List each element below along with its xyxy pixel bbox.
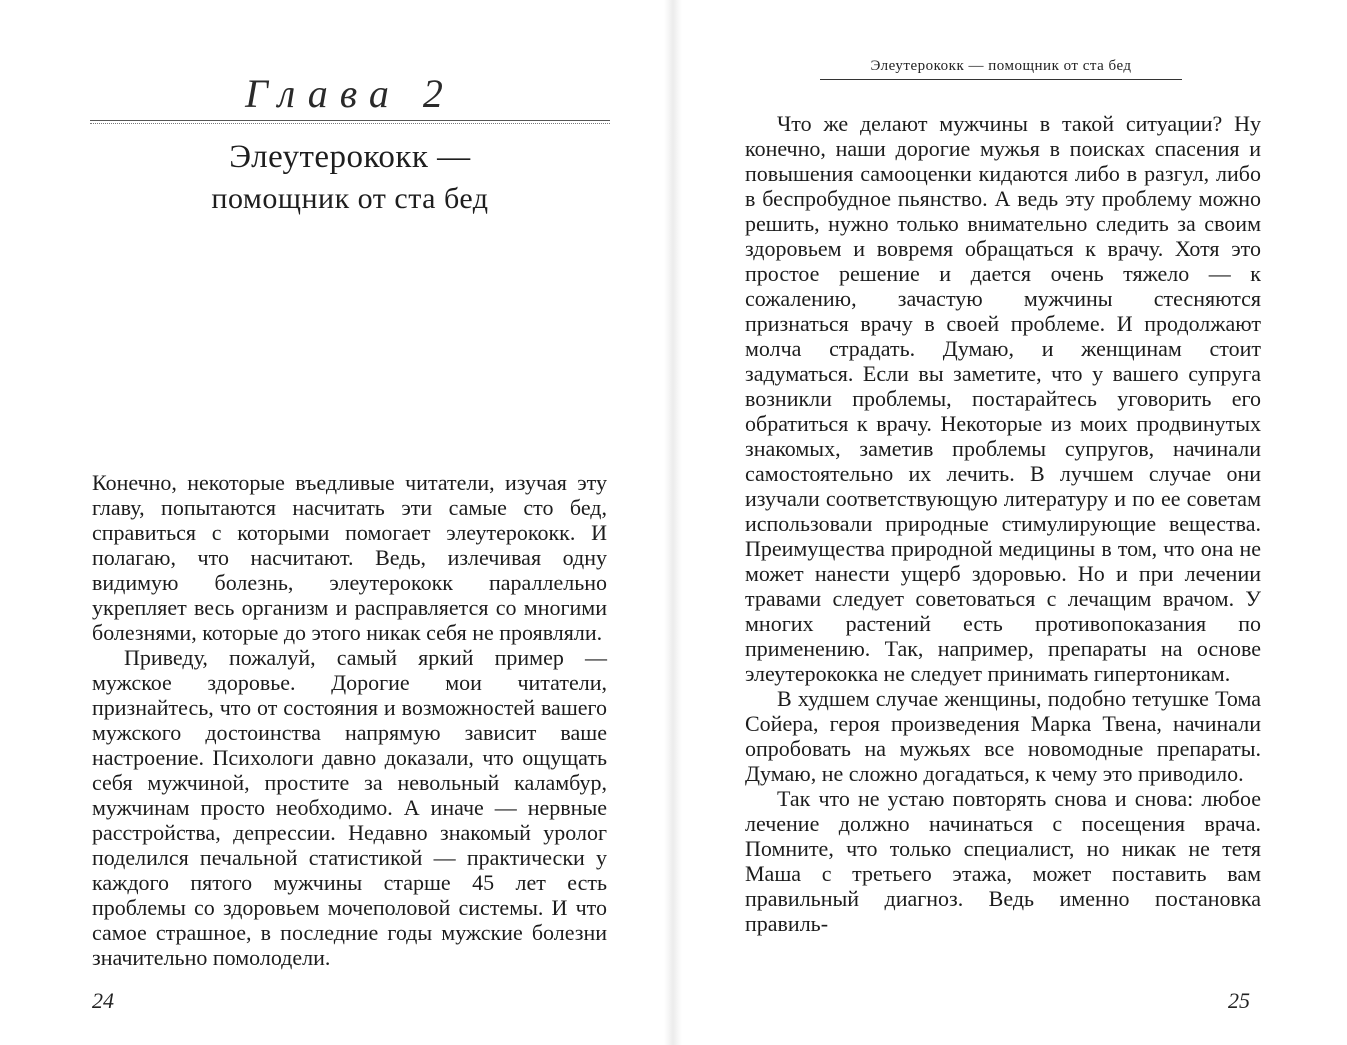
left-page xyxy=(0,0,664,1045)
right-body-text xyxy=(745,111,1261,936)
paragraph: Так что не устаю повторять снова и снова: любое лечение должно начинаться с посещения врача. Помните, что только специалист, но никак не тетя Маша с третьего этажа, может поставить вам правильный диагноз. Ведь именно постановка правиль- xyxy=(745,786,1261,936)
paragraph: Что же делают мужчины в такой ситуации? Ну конечно, наши дорогие мужья в поисках спасения и повышения самооценки кидаются либо в разгул, либо в беспробудное пьянство. А ведь эту проблему можно решить, нужно только внимательно следить за своим здоровьем и вовремя обращаться к врачу. Хотя это простое решение и дается очень тяжело — к сожалению, зачастую мужчины стесняются признаться врачу в своей проблеме. И продолжают молча страдать. Думаю, и женщинам стоит задуматься. Если вы заметите, что у вашего супруга возникли проблемы, постарайтесь уговорить его обратиться к врачу. Некоторые из моих продвинутых знакомых, заметив проблемы супругов, начинали самостоятельно их лечить. В лучшем случае они изучали соответствующую литературу и по ее советам использовали природные стимулирующие вещества. Преимущества природной медицины в том, что она не может нанести ущерб здоровью. Но и при лечении травами следует советоваться с лечащим врачом. У многих растений есть противопоказания по применению. Так, например, препараты на основе элеутерококка не следует принимать гипертоникам. xyxy=(745,111,1261,686)
book-gutter xyxy=(664,0,682,1045)
running-head-rule xyxy=(820,79,1182,80)
paragraph: Конечно, некоторые въедливые читатели, изучая эту главу, попытаются насчитать эти самые сто бед, справиться с которыми помогает элеутерококк. И полагаю, что насчитают. Ведь, излечивая одну видимую болезнь, элеутерококк параллельно укрепляет весь организм и расправляется со многими болезнями, которые до этого никак себя не проявляли. xyxy=(92,470,607,645)
chapter-divider xyxy=(90,120,610,121)
chapter-title-line-2: помощник от ста бед xyxy=(211,182,489,215)
chapter-title xyxy=(90,136,610,220)
chapter-divider-dotted xyxy=(90,123,610,124)
left-body-text xyxy=(92,470,607,970)
paragraph: В худшем случае женщины, подобно тетушке Тома Сойера, героя произведения Марка Твена, начинали опробовать на мужьях все новомодные препараты. Думаю, не сложно догадаться, к чему это приводило. xyxy=(745,686,1261,786)
chapter-title-line-1: Элеутерококк — xyxy=(229,139,471,175)
chapter-label: Глава 2 xyxy=(245,71,455,116)
page-number: 25 xyxy=(1228,988,1250,1013)
right-page xyxy=(682,0,1347,1045)
paragraph: Приведу, пожалуй, самый яркий пример — мужское здоровье. Дорогие мои читатели, признайтесь, что от состояния и возможностей вашего мужского достоинства напрямую зависит ваше настроение. Психологи давно доказали, что ощущать себя мужчиной, простите за невольный каламбур, мужчинам просто необходимо. А иначе — нервные расстройства, депрессии. Недавно знакомый уролог поделился печальной статистикой — практически у каждого пятого мужчины старше 45 лет есть проблемы со здоровьем мочеполовой системы. И что самое страшное, в последние годы мужские болезни значительно помолодели. xyxy=(92,645,607,970)
running-head: Элеутерококк — помощник от ста бед xyxy=(870,58,1132,74)
page-number: 24 xyxy=(92,988,114,1013)
